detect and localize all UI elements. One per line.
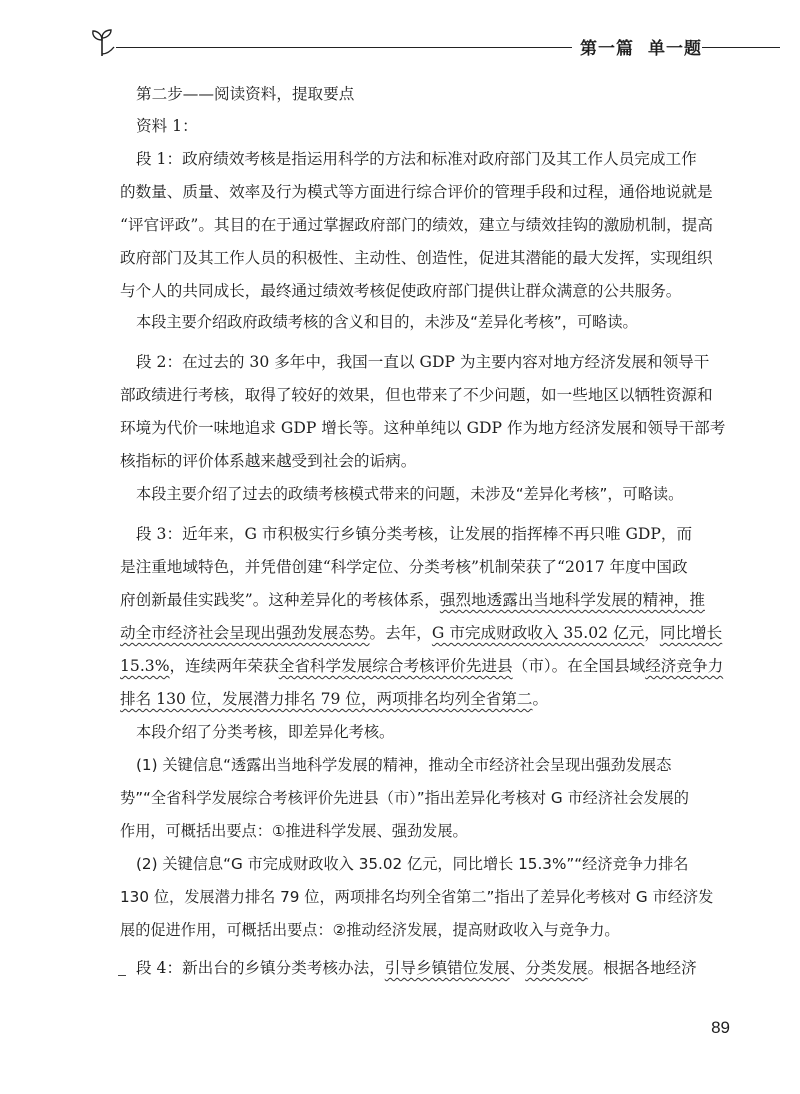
text-segment: 。去年， [369, 624, 432, 642]
text-line [120, 653, 724, 679]
underlined-phrase: 经济竞争力 [645, 657, 724, 675]
text-line [136, 851, 696, 877]
text-line [120, 917, 695, 943]
page-number: 89 [711, 1018, 730, 1037]
text-segment: 段 1：政府绩效考核是指运用科学的方法和标准对政府部门及其工作人员完成工作 [136, 150, 697, 168]
text-line [120, 620, 723, 646]
underlined-phrase: 15.3% [120, 657, 170, 675]
text-line [120, 448, 695, 474]
text-segment: 本段介绍了分类考核，即差异化考核。 [136, 723, 395, 741]
text-segment: 第二步——阅读资料，提取要点 [136, 85, 355, 103]
text-line [120, 179, 713, 205]
text-segment: （市）。在全国县域 [512, 657, 646, 675]
text-segment: 与个人的共同成长，最终通过绩效考核促使政府部门提供让群众满意的公共服务。 [120, 282, 682, 300]
text-line [136, 146, 696, 172]
header-rule-left [116, 47, 572, 48]
text-segment: 段 4：新出台的乡镇分类考核办法， [136, 959, 385, 977]
text-line [136, 719, 696, 745]
margin-mark [118, 975, 126, 976]
underlined-phrase: 全省科学发展综合考核评价先进县 [278, 657, 513, 675]
text-line [120, 884, 714, 910]
text-segment: 资料 1： [136, 117, 198, 135]
text-line [120, 785, 695, 811]
underlined-phrase: 动全市经济社会呈现出强劲发展态势 [120, 624, 370, 642]
header-rule-right [702, 47, 780, 48]
text-segment: ，连续两年荣获 [169, 657, 279, 675]
text-segment: 作用，可概括出要点：①推进科学发展、强劲发展。 [120, 822, 468, 840]
text-segment: 段 3：近年来，G 市积极实行乡镇分类考核，让发展的指挥棒不再只唯 GDP，而 [136, 525, 693, 543]
text-line [120, 245, 713, 271]
text-line [120, 382, 713, 408]
text-segment: 本段主要介绍政府政绩考核的含义和目的，未涉及“差异化考核”，可略读。 [136, 313, 638, 331]
running-header [90, 28, 780, 68]
text-segment: 段 2：在过去的 30 多年中，我国一直以 GDP 为主要内容对地方经济发展和领导干 [136, 353, 710, 371]
text-segment: 的数量、质量、效率及行为模式等方面进行综合评价的管理手段和过程，通俗地说就是 [120, 183, 713, 201]
text-line [120, 686, 695, 712]
text-line [136, 481, 696, 507]
text-line [120, 818, 695, 844]
text-segment: (1) 关键信息“透露出当地科学发展的精神，推动全市经济社会呈现出强劲发展态 [136, 756, 672, 774]
section-label: 单一题 [648, 39, 702, 59]
underlined-phrase: 分类发展 [525, 959, 588, 977]
text-line [120, 587, 705, 613]
text-segment: 是注重地域特色，并凭借创建“科学定位、分类考核”机制荣获了“2017 年度中国政 [120, 558, 688, 576]
text-line [136, 349, 710, 375]
text-segment: 府创新最佳实践奖”。这种差异化的考核体系， [120, 591, 440, 609]
text-segment: 。根据各地经济 [587, 959, 697, 977]
text-segment: “评官评政”。其目的在于通过掌握政府部门的绩效，建立与绩效挂钩的激励机制，提高 [120, 216, 713, 234]
text-segment: 环境为代价一味地追求 GDP 增长等。这种单纯以 GDP 作为地方经济发展和领导干部考 [120, 419, 726, 437]
text-segment: 部政绩进行考核，取得了较好的效果，但也带来了不少问题，如一些地区以牺牲资源和 [120, 386, 713, 404]
text-line [120, 278, 695, 304]
text-segment: 130 位，发展潜力排名 79 位，两项排名均列全省第二”指出了差异化考核对 G 市经济发 [120, 888, 714, 906]
underlined-phrase: 排名 130 位，发展潜力排名 79 位，两项排名均列全省第二 [120, 690, 533, 708]
text-line [136, 521, 696, 547]
text-line [120, 554, 695, 580]
text-segment: 展的促进作用，可概括出要点：②推动经济发展，提高财政收入与竞争力。 [120, 921, 620, 939]
text-line [136, 113, 696, 139]
underlined-phrase: 同比增长 [659, 624, 723, 642]
text-line [136, 81, 696, 107]
underlined-phrase: 引导乡镇错位发展 [384, 959, 510, 977]
text-line [120, 212, 713, 238]
underlined-phrase: 强烈地透露出当地科学发展的精神，推 [439, 591, 705, 609]
text-segment: 。 [532, 690, 549, 708]
text-segment: 、 [509, 959, 526, 977]
part-label: 第一篇 [580, 39, 634, 59]
text-segment: 核指标的评价体系越来越受到社会的诟病。 [120, 452, 417, 470]
text-line [136, 309, 696, 335]
underlined-phrase: G 市完成财政收入 35.02 亿元 [431, 624, 645, 642]
text-segment: ， [644, 624, 660, 642]
header-title [580, 34, 716, 59]
text-line [136, 752, 696, 778]
text-line [136, 955, 696, 981]
sprout-icon [90, 28, 116, 58]
text-segment: (2) 关键信息“G 市完成财政收入 35.02 亿元，同比增长 15.3%”“经济竞争力排名 [136, 855, 689, 873]
text-segment: 政府部门及其工作人员的积极性、主动性、创造性，促进其潜能的最大发挥，实现组织 [120, 249, 713, 267]
text-line [120, 415, 726, 441]
text-segment: 本段主要介绍了过去的政绩考核模式带来的问题，未涉及“差异化考核”，可略读。 [136, 485, 684, 503]
text-segment: 势”“全省科学发展综合考核评价先进县（市）”指出差异化考核对 G 市经济社会发展的 [120, 789, 689, 807]
